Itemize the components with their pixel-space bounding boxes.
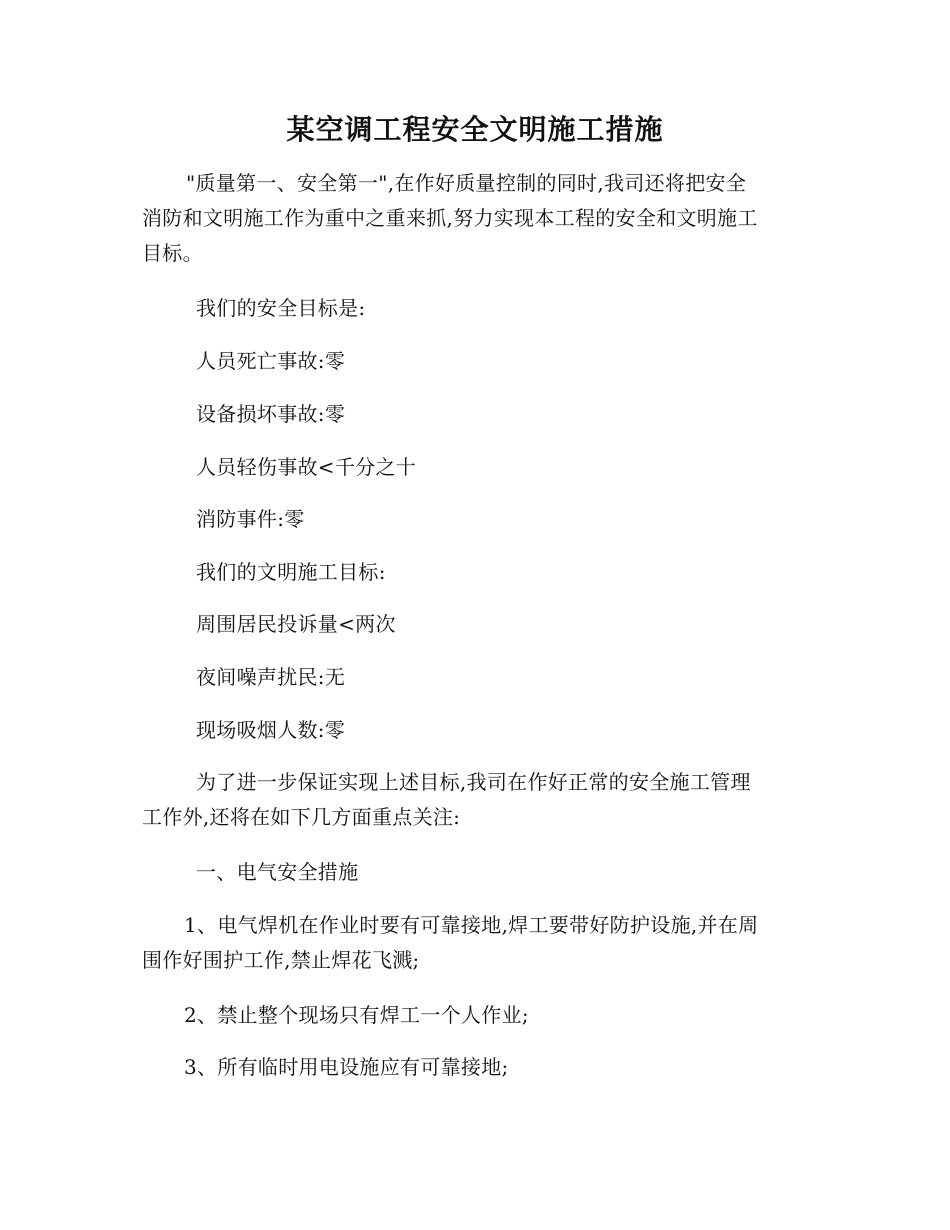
electrical-item-1 bbox=[142, 908, 808, 978]
intro-line-3: 目标。 bbox=[142, 241, 203, 265]
safety-goal-item: 人员轻伤事故<千分之十 bbox=[196, 455, 417, 479]
civil-goal-item: 现场吸烟人数:零 bbox=[196, 718, 346, 742]
intro-line-2: 消防和文明施工作为重中之重来抓,努力实现本工程的安全和文明施工 bbox=[142, 206, 758, 230]
document-title: 某空调工程安全文明施工措施 bbox=[286, 113, 664, 146]
focus-line-2: 工作外,还将在如下几方面重点关注: bbox=[142, 805, 461, 829]
civil-goal-item: 周围居民投诉量<两次 bbox=[196, 612, 396, 636]
safety-goal-item: 消防事件:零 bbox=[196, 507, 305, 531]
electrical-item-1-line-2: 围作好围护工作,禁止焊花飞溅; bbox=[142, 948, 420, 972]
safety-goal-item: 设备损坏事故:零 bbox=[196, 402, 346, 426]
civil-goals-heading: 我们的文明施工目标: bbox=[196, 560, 386, 584]
section-heading-electrical: 一、电气安全措施 bbox=[196, 860, 359, 884]
civil-goal-item: 夜间噪声扰民:无 bbox=[196, 665, 346, 689]
focus-paragraph bbox=[142, 765, 808, 835]
intro-line-1: "质量第一、安全第一",在作好质量控制的同时,我司还将把安全 bbox=[186, 171, 747, 195]
safety-goal-item: 人员死亡事故:零 bbox=[196, 349, 346, 373]
safety-goals-heading: 我们的安全目标是: bbox=[196, 296, 366, 320]
focus-line-1: 为了进一步保证实现上述目标,我司在作好正常的安全施工管理 bbox=[196, 770, 751, 794]
intro-paragraph bbox=[142, 166, 808, 271]
electrical-item-1-line-1: 1、电气焊机在作业时要有可靠接地,焊工要带好防护设施,并在周 bbox=[184, 913, 759, 937]
electrical-item-3: 3、所有临时用电设施应有可靠接地; bbox=[184, 1055, 509, 1079]
electrical-item-2: 2、禁止整个现场只有焊工一个人作业; bbox=[184, 1003, 529, 1027]
